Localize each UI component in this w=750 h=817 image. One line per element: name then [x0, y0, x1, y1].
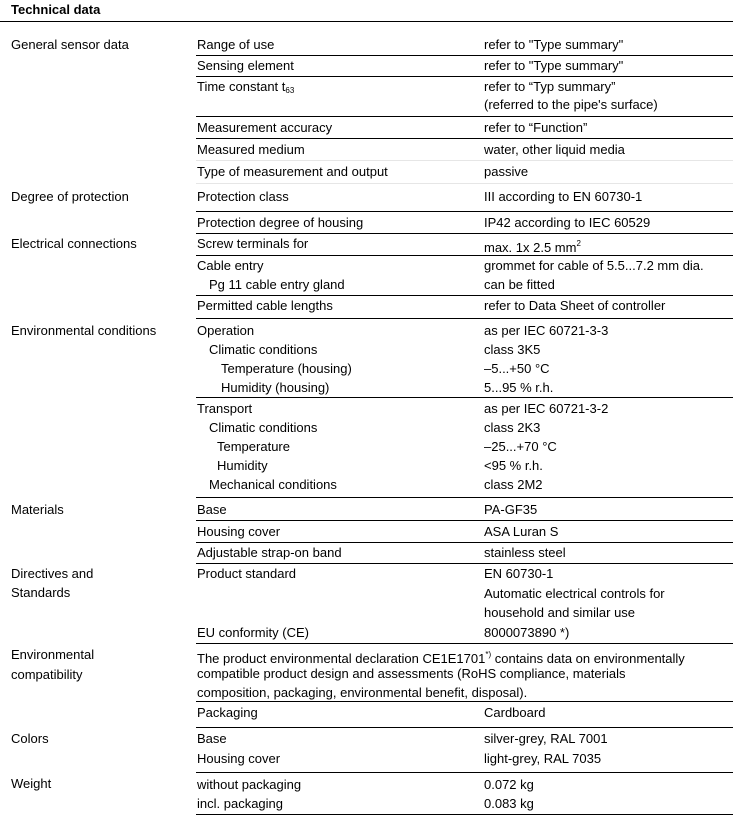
value-transport-climatic: class 2K3: [484, 420, 541, 435]
param-weight-without-packaging: without packaging: [197, 777, 302, 792]
param-packaging: Packaging: [197, 705, 258, 720]
row-divider: [196, 814, 733, 815]
category-compatibility-line1: Environmental: [11, 647, 95, 662]
value-operation: as per IEC 60721-3-3: [484, 323, 609, 338]
param-mechanical-conditions: Mechanical conditions: [209, 477, 337, 492]
value-operation-temperature: –5...+50 °C: [484, 361, 550, 376]
param-color-base: Base: [197, 731, 227, 746]
param-operation-climatic: Climatic conditions: [209, 342, 318, 357]
value-color-housing-cover: light-grey, RAL 7035: [484, 751, 602, 766]
value-screw-terminals: max. 1x 2.5 $mm^2$: [484, 239, 581, 255]
param-protection-class: Protection class: [197, 189, 289, 204]
param-eu-conformity: EU conformity (CE): [197, 625, 309, 640]
category-general-sensor-data: General sensor data: [11, 37, 129, 52]
param-material-housing-cover: Housing cover: [197, 524, 281, 539]
value-product-standard-desc2: household and similar use: [484, 605, 636, 620]
value-strap-on-band: stainless steel: [484, 545, 566, 560]
value-operation-climatic: class 3K5: [484, 342, 541, 357]
param-transport-humidity: Humidity: [217, 458, 268, 473]
param-transport-temperature: Temperature: [217, 439, 290, 454]
param-measurement-accuracy: Measurement accuracy: [197, 120, 333, 135]
compatibility-text-line2: compatible product design and assessments (RoHS compliance, materials: [197, 666, 626, 681]
param-permitted-cable-lengths: Permitted cable lengths: [197, 298, 333, 313]
title-divider: [0, 21, 733, 22]
category-compatibility-line2: compatibility: [11, 667, 83, 682]
category-colors: Colors: [11, 731, 49, 746]
value-packaging: Cardboard: [484, 705, 546, 720]
param-protection-degree: Protection degree of housing: [197, 215, 364, 230]
value-measurement-accuracy: refer to “Function”: [484, 120, 588, 135]
param-transport-climatic: Climatic conditions: [209, 420, 318, 435]
row-divider: [196, 772, 733, 773]
row-divider: [196, 497, 733, 498]
row-divider: [196, 138, 733, 139]
category-directives-line1: Directives and: [11, 566, 94, 581]
value-protection-degree: IP42 according to IEC 60529: [484, 215, 651, 230]
row-divider: [196, 727, 733, 728]
category-weight: Weight: [11, 776, 52, 791]
value-cable-entry: grommet for cable of 5.5...7.2 mm dia.: [484, 258, 704, 273]
category-degree-of-protection: Degree of protection: [11, 189, 129, 204]
param-operation-humidity: Humidity (housing): [221, 380, 330, 395]
value-product-standard: EN 60730-1: [484, 566, 554, 581]
row-divider: [196, 520, 733, 521]
category-materials: Materials: [11, 502, 64, 517]
param-screw-terminals: Screw terminals for: [197, 236, 309, 251]
param-material-base: Base: [197, 502, 227, 517]
value-transport-humidity: <95 % r.h.: [484, 458, 543, 473]
row-divider: [196, 183, 733, 184]
param-strap-on-band: Adjustable strap-on band: [197, 545, 342, 560]
param-time-constant: Time constant $t_{63}$: [197, 79, 295, 95]
value-product-standard-desc1: Automatic electrical controls for: [484, 586, 665, 601]
param-range-of-use: Range of use: [197, 37, 275, 52]
param-product-standard: Product standard: [197, 566, 297, 581]
param-sensing-element: Sensing element: [197, 58, 294, 73]
param-measured-medium: Measured medium: [197, 142, 305, 157]
value-measurement-output: passive: [484, 164, 529, 179]
param-color-housing-cover: Housing cover: [197, 751, 281, 766]
param-operation: Operation: [197, 323, 255, 338]
row-divider: [196, 397, 733, 398]
param-operation-temperature: Temperature (housing): [221, 361, 352, 376]
value-transport-temperature: –25...+70 °C: [484, 439, 557, 454]
value-time-constant-note: (referred to the pipe's surface): [484, 97, 658, 112]
compatibility-text-line3: composition, packaging, environmental benefit, disposal).: [197, 685, 528, 700]
value-range-of-use: refer to "Type summary": [484, 37, 624, 52]
param-measurement-output: Type of measurement and output: [197, 164, 388, 179]
row-divider: [196, 701, 733, 702]
row-divider: [196, 211, 733, 212]
value-eu-conformity: 8000073890 *): [484, 625, 570, 640]
row-divider: [196, 116, 733, 117]
value-pg11-gland: can be fitted: [484, 277, 555, 292]
compatibility-text-line1: The product environmental declaration CE1E1701*) contains data on environmentally: [197, 650, 685, 666]
param-cable-entry: Cable entry: [197, 258, 264, 273]
value-transport: as per IEC 60721-3-2: [484, 401, 609, 416]
row-divider: [196, 160, 733, 161]
value-permitted-cable-lengths: refer to Data Sheet of controller: [484, 298, 666, 313]
value-mechanical-conditions: class 2M2: [484, 477, 543, 492]
value-color-base: silver-grey, RAL 7001: [484, 731, 608, 746]
category-electrical-connections: Electrical connections: [11, 236, 137, 251]
value-sensing-element: refer to "Type summary": [484, 58, 624, 73]
value-operation-humidity: 5...95 % r.h.: [484, 380, 554, 395]
value-material-base: PA-GF35: [484, 502, 538, 517]
page-title: Technical data: [11, 2, 101, 17]
value-weight-without-packaging: 0.072 kg: [484, 777, 534, 792]
param-weight-incl-packaging: incl. packaging: [197, 796, 283, 811]
row-divider: [196, 643, 733, 644]
category-directives-line2: Standards: [11, 585, 71, 600]
category-environmental-conditions: Environmental conditions: [11, 323, 157, 338]
value-measured-medium: water, other liquid media: [484, 142, 625, 157]
value-weight-incl-packaging: 0.083 kg: [484, 796, 534, 811]
value-protection-class: III according to EN 60730-1: [484, 189, 643, 204]
value-material-housing-cover: ASA Luran S: [484, 524, 559, 539]
row-divider: [196, 318, 733, 319]
param-transport: Transport: [197, 401, 253, 416]
value-time-constant: refer to “Typ summary”: [484, 79, 616, 94]
param-pg11-gland: Pg 11 cable entry gland: [209, 277, 345, 292]
